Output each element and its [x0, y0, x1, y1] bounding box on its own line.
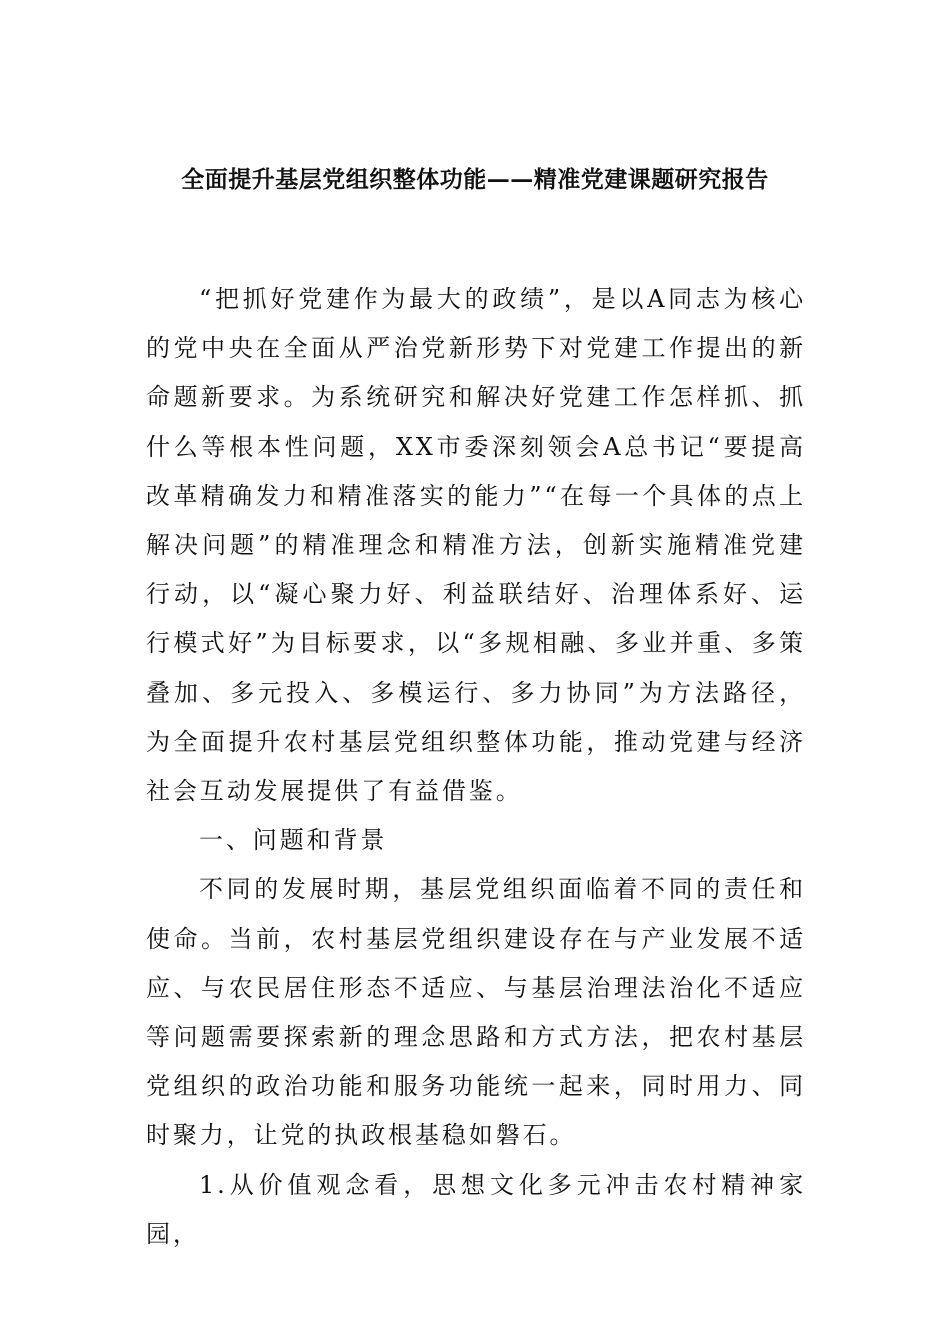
- intro-paragraph: “把抓好党建作为最大的政绩”，是以A同志为核心的党中央在全面从严治党新形势下对党建工作提出的新命题新要求。为系统研究和解决好党建工作怎样抓、抓什么等根本性问题，XX市委深刻领会A总书记“要提高改革精确发力和精准落实的能力”“在每一个具体的点上解决问题”的精准理念和精准方法，创新实施精准党建行动，以“凝心聚力好、利益联结好、治理体系好、运行模式好”为目标要求，以“多规相融、多业并重、多策叠加、多元投入、多模运行、多力协同”为方法路径，为全面提升农村基层党组织整体功能，推动党建与经济社会互动发展提供了有益借鉴。: [146, 285, 806, 806]
- section-paragraph: 不同的发展时期，基层党组织面临着不同的责任和使命。当前，农村基层党组织建设存在与产业发展不适应、与农民居住形态不适应、与基层治理法治化不适应等问题需要探索新的理念思路和方式方法，把农村基层党组织的政治功能和服务功能统一起来，同时用力、同时聚力，让党的执政根基稳如磐石。: [146, 875, 806, 1150]
- section-heading: 一、问题和背景: [199, 826, 388, 855]
- document-title: 全面提升基层党组织整体功能——精准党建课题研究报告: [181, 166, 769, 193]
- list-item-1: 1.从价值观念看，思想文化多元冲击农村精神家园，: [146, 1170, 806, 1248]
- document-body: [146, 275, 806, 1259]
